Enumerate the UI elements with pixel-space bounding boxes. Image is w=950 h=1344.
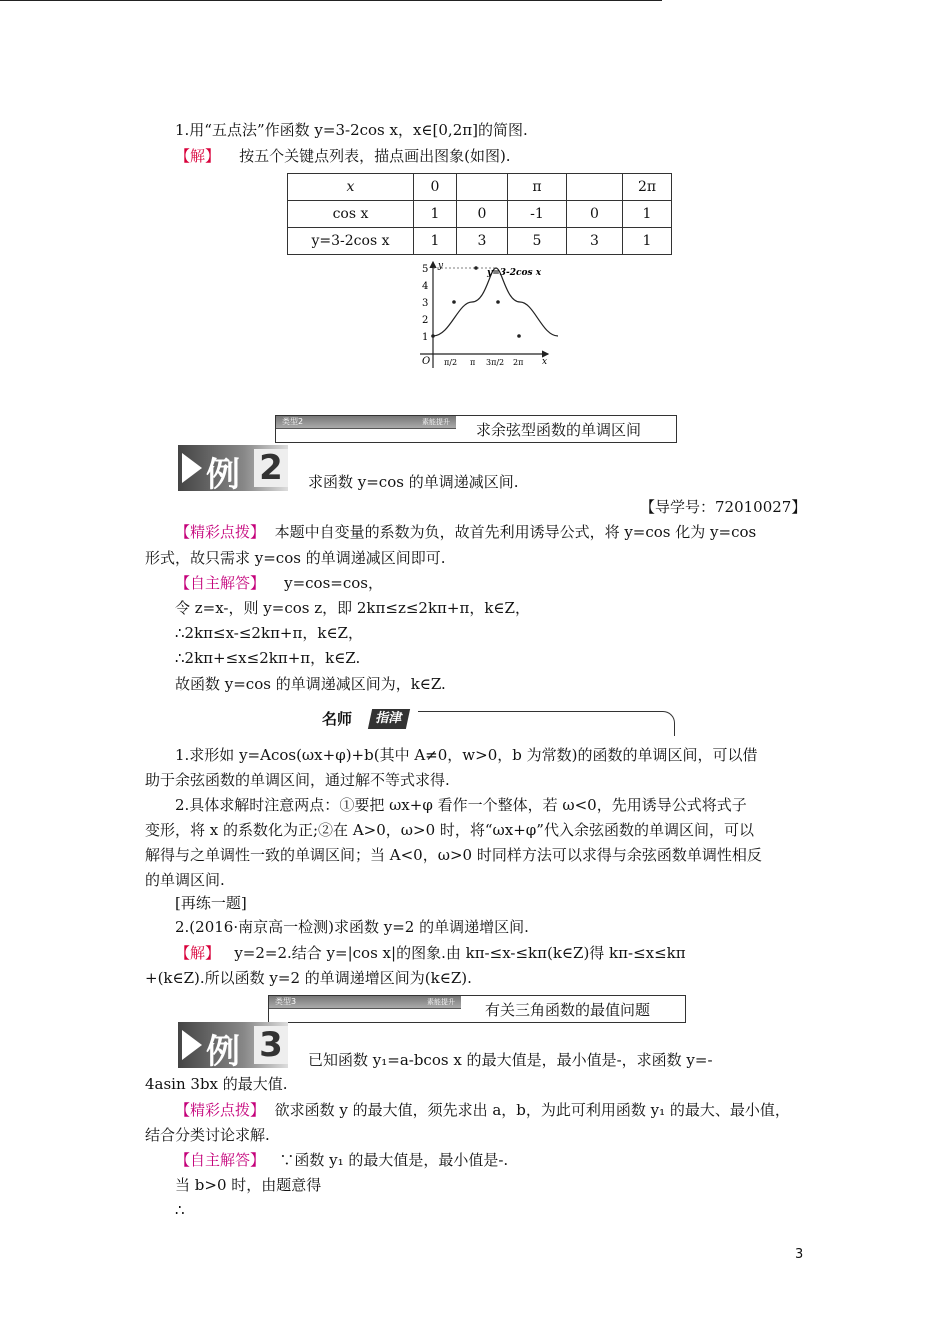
practice-header: [再练一题] xyxy=(175,894,247,912)
type3-banner xyxy=(268,995,686,1023)
ex2-statement: 求函数 y=cos 的单调递减区间. xyxy=(308,473,519,491)
tip-p1-line2: 助于余弦函数的单调区间，通过解不等式求得. xyxy=(145,771,450,789)
type3-badge: 类型3 xyxy=(275,997,297,1006)
table-cell xyxy=(567,174,623,201)
example-number: 2 xyxy=(254,449,288,487)
key-point xyxy=(452,300,456,304)
x-axis-label: x xyxy=(542,357,548,367)
y-tick: 4 xyxy=(422,281,429,292)
solution-label: 【解】 xyxy=(175,944,221,962)
q1-statement: 1.用“五点法”作函数 y=3-2cos x，x∈[0,2π]的简图. xyxy=(175,121,528,139)
example-word: 例 xyxy=(206,455,240,495)
ex3-answer-line2: 当 b>0 时，由题意得 xyxy=(175,1176,322,1194)
ex2-answer-line4: ∴2kπ+≤x≤2kπ+π，k∈Z. xyxy=(175,649,361,667)
value-table xyxy=(287,173,672,255)
type2-banner xyxy=(275,415,677,443)
table-row xyxy=(288,201,672,228)
tip-label-b: 指津 xyxy=(368,709,410,729)
play-arrow-icon xyxy=(182,453,202,483)
type3-badge-right: 素能提升 xyxy=(427,998,455,1006)
table-cell: 1 xyxy=(623,201,672,228)
solution-text: y=2=2.结合 y=|cos x|的图象.由 kπ-≤x-≤kπ(k∈Z)得 kπ-≤x≤kπ xyxy=(234,944,686,962)
curve-label: y=3-2cos x xyxy=(487,268,542,278)
solution-label: 【解】 xyxy=(175,147,221,165)
y-tick: 5 xyxy=(422,264,429,275)
play-arrow-icon xyxy=(182,1030,202,1060)
table-row xyxy=(288,174,672,201)
cosine-graph xyxy=(410,258,560,380)
ex3-statement-line1: 已知函数 y₁=a-bcos x 的最大值是，最小值是-，求函数 y=- xyxy=(308,1051,713,1069)
type3-title: 有关三角函数的最值问题 xyxy=(485,1001,651,1019)
y-axis-label: y xyxy=(438,261,444,271)
key-point xyxy=(517,334,521,338)
table-cell: 1 xyxy=(414,228,457,255)
teacher-tip-header xyxy=(318,705,676,735)
practice-statement: 2.(2016·南京高一检测)求函数 y=2 的单调递增区间. xyxy=(175,918,529,936)
answer-label: 【自主解答】 xyxy=(175,1151,266,1169)
table-cell: 0 xyxy=(457,201,508,228)
ex2-answer-line1 xyxy=(175,573,383,593)
x-tick: π/2 xyxy=(444,358,458,367)
example2-banner xyxy=(178,445,290,495)
tip-p2-line4: 的单调区间. xyxy=(145,871,225,889)
ex2-hint-line1 xyxy=(175,522,756,542)
type2-title: 求余弦型函数的单调区间 xyxy=(476,421,642,439)
header-rule xyxy=(0,0,662,1)
table-cell: 1 xyxy=(623,228,672,255)
x-tick: 3π/2 xyxy=(486,358,505,367)
example-number: 3 xyxy=(254,1026,288,1064)
solution-text: 按五个关键点列表，描点画出图象(如图). xyxy=(239,147,511,165)
answer-label: 【自主解答】 xyxy=(175,574,266,592)
table-cell xyxy=(457,174,508,201)
tip-label xyxy=(318,708,414,730)
table-cell: 1 xyxy=(414,201,457,228)
y-tick: 1 xyxy=(422,332,429,343)
y-tick: 2 xyxy=(422,315,429,326)
x-tick: 2π xyxy=(513,358,524,367)
ex2-hint-line2: 形式，故只需求 y=cos 的单调递减区间即可. xyxy=(145,549,446,567)
cosine-curve xyxy=(433,268,558,336)
key-point xyxy=(474,266,478,270)
ex2-answer-line2: 令 z=x-，则 y=cos z，即 2kπ≤z≤2kπ+π，k∈Z， xyxy=(175,599,530,617)
practice-solution-line2: +(k∈Z).所以函数 y=2 的单调递增区间为(k∈Z). xyxy=(145,969,472,987)
table-cell: 0 xyxy=(414,174,457,201)
tip-p2-line1: 2.具体求解时注意两点：①要把 ωx+φ 看作一个整体，若 ω<0，先用诱导公式将式子 xyxy=(175,796,747,814)
q1-solution xyxy=(175,146,511,166)
tip-label-a: 名师 xyxy=(322,710,353,728)
answer-text: y=cos=cos， xyxy=(284,574,383,592)
guide-number: 【导学号：72010027】 xyxy=(640,498,807,516)
y-tick: 3 xyxy=(422,298,429,309)
table-cell: 5 xyxy=(508,228,567,255)
ex2-answer-line5: 故函数 y=cos 的单调递减区间为，k∈Z. xyxy=(175,675,446,693)
ex3-answer-line3: ∴ xyxy=(175,1201,185,1219)
type3-bar xyxy=(269,996,461,1009)
tip-p1-line1: 1.求形如 y=Acos(ωx+φ)+b(其中 A≠0，w>0，b 为常数)的函数的单调区间，可以借 xyxy=(175,746,758,764)
tip-p2-line2: 变形，将 x 的系数化为正;②在 A>0，ω>0 时，将“ωx+φ”代入余弦函数的单调区间，可以 xyxy=(145,821,754,839)
table-row xyxy=(288,228,672,255)
hint-label: 【精彩点拨】 xyxy=(175,1101,266,1119)
example3-banner xyxy=(178,1022,290,1072)
practice-solution-line1 xyxy=(175,943,686,963)
page-number: 3 xyxy=(795,1247,804,1262)
table-cell: 3 xyxy=(567,228,623,255)
example-word: 例 xyxy=(206,1032,240,1072)
key-point xyxy=(431,334,435,338)
x-tick: π xyxy=(470,358,476,367)
hint-text: 本题中自变量的系数为负，故首先利用诱导公式，将 y=cos 化为 y=cos xyxy=(274,523,757,541)
table-cell: π xyxy=(508,174,567,201)
table-cell: x xyxy=(288,174,414,201)
table-cell: 2π xyxy=(623,174,672,201)
answer-text: ∵函数 y₁ 的最大值是，最小值是-. xyxy=(279,1151,509,1169)
ex2-answer-line3: ∴2kπ≤x-≤2kπ+π，k∈Z， xyxy=(175,624,363,642)
ex3-statement-line2: 4asin 3bx 的最大值. xyxy=(145,1075,288,1093)
ex3-hint-line1 xyxy=(175,1100,790,1120)
table-cell: -1 xyxy=(508,201,567,228)
table-cell: 0 xyxy=(567,201,623,228)
tip-p2-line3: 解得与之单调性一致的单调区间；当 A<0，ω>0 时同样方法可以求得与余弦函数单调性相反 xyxy=(145,846,762,864)
table-cell: 3 xyxy=(457,228,508,255)
type2-bar xyxy=(276,416,456,429)
ex3-hint-line2: 结合分类讨论求解. xyxy=(145,1126,270,1144)
ex3-answer-line1 xyxy=(175,1150,508,1170)
key-point xyxy=(496,300,500,304)
hint-label: 【精彩点拨】 xyxy=(175,523,266,541)
type2-badge-right: 素能提升 xyxy=(422,418,450,426)
hint-text: 欲求函数 y 的最大值，须先求出 a，b，为此可利用函数 y₁ 的最大、最小值， xyxy=(274,1101,790,1119)
table-cell: cos x xyxy=(288,201,414,228)
origin-label: O xyxy=(422,356,431,367)
type2-badge: 类型2 xyxy=(282,417,304,426)
table-cell: y=3-2cos x xyxy=(288,228,414,255)
